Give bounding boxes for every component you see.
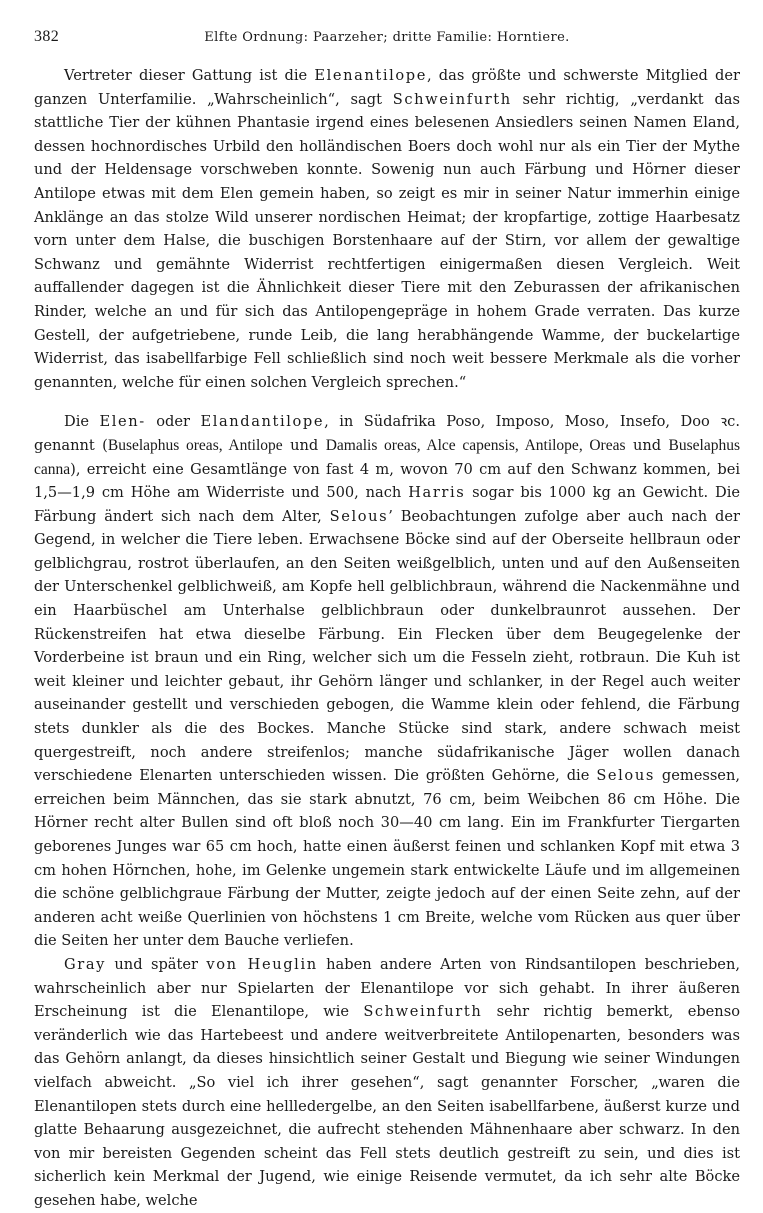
text-run: oder: [145, 413, 201, 431]
latin-name: Buselaphus canna: [34, 436, 741, 478]
text-run: , das größte und schwerste Mitglied der ganzen Unterfamilie. „Wahrscheinlich“, sagt: [34, 67, 740, 108]
running-head: Elfte Ordnung: Paarzeher; dritte Familie: Horntiere.: [204, 30, 570, 45]
text-run: Die: [64, 413, 100, 431]
emphasized-name: Schweinfurth: [363, 1003, 483, 1021]
text-run: Vertreter dieser Gattung ist die: [64, 67, 315, 84]
text-run: ), erreicht eine Gesamtlänge von fast 4 m, wovon 70 cm auf den Schwanz kommen, bei 1,5—1,9 cm Höhe am Widerriste und 500, nach: [34, 460, 740, 502]
text-run: sehr richtig bemerkt, ebenso veränderlich wie das Hartebeest und andere weitverbreitete Antilopenarten, besonders was das Gehörn anlangt, da dieses hinsichtlich seiner Gestalt und Biegung wie seiner Windungen vielfach abweicht. „So viel ich ihrer gesehen“, sagt genannter Forscher, „waren die Elenantilopen stets durch eine hellledergelbe, an den Seiten isabellfarbene, äußerst kurze und glatte Behaarung ausgezeichnet, die aufrecht stehenden Mähnenhaare aber schwarz. In den von mir bereisten Gegenden scheint das Fell stets deutlich gestreift zu sein, und dies ist sicherlich kein Merkmal der Jugend, wie einige Reisende vermutet, da ich sehr alte Böcke gesehen habe, welche: [34, 1003, 740, 1209]
text-run: und: [282, 436, 326, 454]
emphasized-name: Elen-: [99, 413, 146, 431]
book-page: [34, 26, 740, 1213]
emphasized-name: von Heuglin: [206, 955, 318, 973]
page-number: 382: [34, 28, 60, 45]
paragraph: [34, 410, 740, 953]
latin-name: Buselaphus oreas, Antilope: [107, 436, 283, 454]
page-header: [34, 26, 740, 52]
emphasized-name: Selous: [329, 507, 389, 525]
text-run: sehr richtig, „verdankt das stattliche Tier der kühnen Phantasie irgend eines belesenen Ansiedlers seinen Namen Eland, dessen hochnordisches Urbild den holländischen Boers doch wohl nur als ein Tier der Mythe und der Heldensage vorschweben konnte. Sowenig nun auch Färbung und Hörner dieser Antilope etwas mit dem Elen gemein haben, so zeigt es mir in seiner Natur immerhin einige Anklänge an das stolze Wild unserer nordischen Heimat; der kropfartige, zottige Haarbesatz vorn unter dem Halse, die buschigen Borstenhaare auf der Stirn, vor allem der gewaltige Schwanz und gemähnte Widerrist rechtfertigen einigermaßen diesen Vergleich. Weit auffallender dagegen ist die Ähnlichkeit dieser Tiere mit den Zeburassen der afrikanischen Rinder, welche an und für sich das Antilopengepräge in hohem Grade verraten. Das kurze Gestell, der aufgetriebene, runde Leib, die lang herabhängende Wamme, der buckelartige Widerrist, das isabellfarbige Fell schließlich sind noch weit bessere Merkmale als die vorher genannten, welche für einen solchen Vergleich sprechen.“: [34, 90, 740, 391]
paragraph: [34, 953, 740, 1213]
emphasized-name: Elenantilope: [314, 67, 427, 84]
emphasized-name: Gray: [64, 955, 106, 973]
text-run: und später: [105, 955, 207, 973]
emphasized-name: Elandantilope: [200, 413, 325, 431]
text-run: gemessen, erreichen beim Männchen, das sie stark abnutzt, 76 cm, beim Weibchen 86 cm Höhe. Die Hörner recht alter Bullen sind oft bloß noch 30—40 cm lang. Ein im Frankfurter Tiergarten geborenes Junges war 65 cm hoch, hatte einen äußerst feinen und schlanken Kopf mit etwa 3 cm hohen Hörnchen, hohe, im Gelenke ungemein stark entwickelte Läufe und im allgemeinen die schöne gelblichgraue Färbung der Mutter, zeigte jedoch auf der einen Seite zehn, auf der anderen acht weiße Querlinien von höchstens 1 cm Breite, welche vom Rücken aus quer über die Seiten her unter dem Bauche verliefen.: [34, 767, 740, 950]
emphasized-name: Harris: [408, 484, 466, 502]
emphasized-name: Schweinfurth: [392, 90, 512, 108]
text-run: ’ Beobachtungen zufolge aber auch nach der Gegend, in welcher die Tiere leben. Erwachsene Böcke sind auf der Oberseite hellbraun oder gelblichgrau, rostrot überlaufen, an den Seiten weißgelblich, unten und auf den Außenseiten der Unterschenkel gelblichweiß, am Kopfe hell gelblichbraun, während die Nackenmähne und ein Haarbüschel am Unterhalse gelblichbraun oder dunkelbraunrot aussehen. Der Rückenstreifen hat etwa dieselbe Färbung. Ein Flecken über dem Beugegelenke der Vorderbeine ist braun und ein Ring, welcher sich um die Fesseln zieht, rotbraun. Die Kuh ist weit kleiner und leichter gebaut, ihr Gehörn länger und schlanker, in der Regel auch weiter auseinander gestellt und verschieden gebogen, die Wamme klein oder fehlend, die Färbung stets dunkler als die des Bockes. Manche Stücke sind stark, andere schwach meist quergestreift, noch andere streifenlos; manche südafrikanische Jäger wollen danach verschiedene Elenarten unterschieden wissen. Die größten Gehörne, die: [34, 507, 740, 785]
text-run: sogar bis 1000 kg an Gewicht. Die Färbung ändert sich nach dem Alter,: [34, 484, 740, 525]
text-run: , in Südafrika Poso, Imposo, Moso, Insefo, Doo ꝛc. genannt (: [34, 413, 740, 454]
body-text: [34, 64, 740, 1213]
paragraph: [34, 64, 740, 394]
emphasized-name: Selous: [596, 767, 655, 785]
text-run: haben andere Arten von Rindsantilopen beschrieben, wahrscheinlich aber nur Spielarten der Elenantilope vor sich gehabt. In ihrer äußeren Erscheinung ist die Elenantilope, wie: [34, 955, 740, 1021]
latin-name: Damalis oreas, Alce capensis, Antilope, Oreas: [325, 436, 626, 454]
text-run: und: [625, 436, 669, 454]
